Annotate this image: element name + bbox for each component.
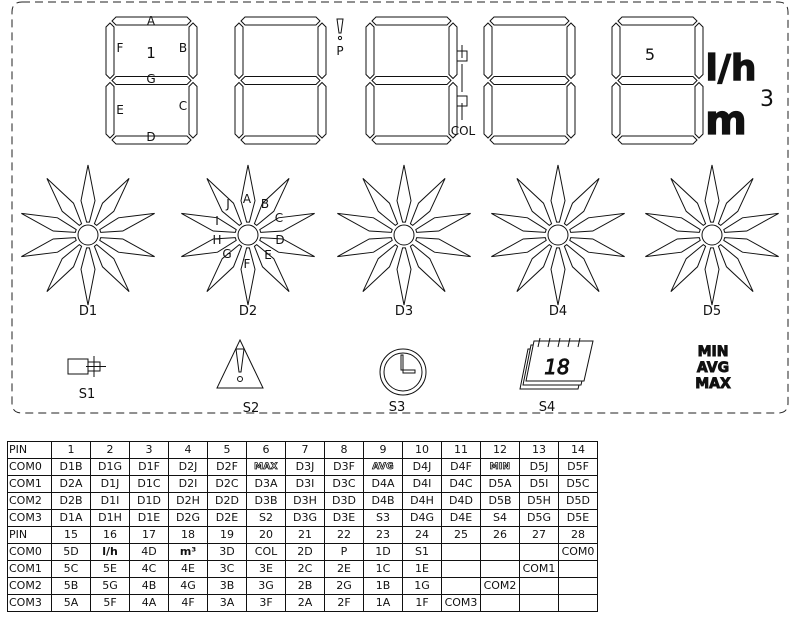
digit-4-segment-b — [567, 23, 575, 79]
flower-d4-petal-b — [564, 178, 599, 225]
flower-d2 — [181, 165, 314, 305]
unit-volume-exponent: 3 — [760, 87, 774, 112]
pin-table-cell: 28 — [559, 527, 598, 544]
flower-d1-center — [78, 225, 98, 245]
pin-table-cell: 1F — [403, 595, 442, 612]
pin-table-cell: 13 — [520, 442, 559, 459]
pin-table-cell: 3C — [208, 561, 247, 578]
pin-table-cell: D5G — [520, 510, 559, 527]
digit-5-segment-a — [618, 17, 697, 25]
pin-table-cell: D4H — [403, 493, 442, 510]
pin-table-cell: 2A — [286, 595, 325, 612]
digit-3-segment-f — [366, 23, 374, 79]
avg-indicator: AVG — [696, 360, 730, 376]
pin-table-cell: D1C — [130, 476, 169, 493]
pin-table-cell — [481, 544, 520, 561]
p-indicator-mark — [337, 19, 343, 33]
pin-table-cell — [481, 595, 520, 612]
pin-table-cell: D2B — [52, 493, 91, 510]
petal-label-h: H — [212, 233, 222, 247]
pin-com-row — [8, 578, 598, 595]
pin-table-cell — [520, 595, 559, 612]
pin-table-cell: 2F — [325, 595, 364, 612]
pin-table-cell: D4A — [364, 476, 403, 493]
pin-table-cell: 3E — [247, 561, 286, 578]
flower-d1-petal-b — [94, 178, 129, 225]
pin-table-cell: 3 — [130, 442, 169, 459]
pin-table-cell: D4C — [442, 476, 481, 493]
pin-table-cell: 10 — [403, 442, 442, 459]
unit-flow-lh: l/h — [705, 48, 757, 89]
pin-table-cell: 4C — [130, 561, 169, 578]
flower-d3 — [337, 165, 470, 305]
pin-table-cell: D1J — [91, 476, 130, 493]
pin-table-cell: 11 — [442, 442, 481, 459]
symbol-label-s2: S2 — [242, 401, 260, 416]
pin-table-cell: D3E — [325, 510, 364, 527]
pin-table-cell: D3H — [286, 493, 325, 510]
pin-table-cell: D3D — [325, 493, 364, 510]
flower-d4-petal-e — [564, 245, 599, 292]
pin-table-cell: 3F — [247, 595, 286, 612]
symbol-label-s3: S3 — [388, 400, 406, 415]
pin-table-cell: 2 — [91, 442, 130, 459]
flower-d2-petal-b — [254, 178, 289, 225]
pin-table-cell: D2C — [208, 476, 247, 493]
flower-d1-petal-a — [81, 165, 95, 222]
segment-label-c: C — [178, 99, 188, 113]
pin-table-cell: 5 — [208, 442, 247, 459]
digit-3-segment-e — [366, 83, 374, 139]
pin-table-cell: COM2 — [8, 578, 52, 595]
pin-table-cell: 2E — [325, 561, 364, 578]
pin-table-cell: D4F — [442, 459, 481, 476]
pin-table-cell: D1I — [91, 493, 130, 510]
pin-table-cell: D2I — [169, 476, 208, 493]
digit-1-segment-b — [189, 23, 197, 79]
flower-d5-petal-a — [705, 165, 719, 222]
flower-d3-petal-e — [410, 245, 445, 292]
pin-table-cell: COM0 — [8, 459, 52, 476]
pin-table-cell: 4D — [130, 544, 169, 561]
pin-table-cell: 2D — [286, 544, 325, 561]
digit-4-segment-d — [490, 136, 569, 144]
digit-4-segment-a — [490, 17, 569, 25]
digit-4-segment-g — [490, 77, 569, 85]
digit-2-segment-b — [318, 23, 326, 79]
pin-table-cell: 5A — [52, 595, 91, 612]
digit-5-segment-d — [618, 136, 697, 144]
pin-table-cell — [559, 595, 598, 612]
petal-label-g: G — [222, 247, 232, 261]
pin-table-cell: D3B — [247, 493, 286, 510]
pin-table-cell: 2G — [325, 578, 364, 595]
pin-table-cell: D4G — [403, 510, 442, 527]
digit-4-segment-f — [484, 23, 492, 79]
flower-d4-center — [548, 225, 568, 245]
pin-table-cell: 1E — [403, 561, 442, 578]
pin-table-cell: D3C — [325, 476, 364, 493]
digit-4-segment-c — [567, 83, 575, 139]
pin-table-cell: 12 — [481, 442, 520, 459]
petal-label-j: J — [226, 197, 230, 211]
pin-table-cell: D3A — [247, 476, 286, 493]
flower-d1 — [21, 165, 154, 305]
pin-com-row — [8, 493, 598, 510]
flower-d5-petal-b — [718, 178, 753, 225]
petal-label-e: E — [264, 248, 272, 262]
pin-table-cell: 7 — [286, 442, 325, 459]
pin-table-cell: 18 — [169, 527, 208, 544]
digit-3-segment-b — [449, 23, 457, 79]
pin-table-cell: D5D — [559, 493, 598, 510]
col-indicator-label: COL — [450, 124, 476, 138]
flower-d5-petal-g — [671, 245, 706, 292]
flower-d5-petal-f — [705, 248, 719, 305]
pin-table-cell: 4B — [130, 578, 169, 595]
clock-icon — [380, 349, 426, 395]
pin-table-cell: D5F — [559, 459, 598, 476]
max-indicator: MAX — [695, 376, 731, 392]
pin-table-cell: COL — [247, 544, 286, 561]
min-indicator: MIN — [697, 344, 729, 360]
pin-table-cell: COM1 — [8, 476, 52, 493]
pin-table-cell: 4A — [130, 595, 169, 612]
pin-table-cell: 24 — [403, 527, 442, 544]
flower-d5-petal-e — [718, 245, 753, 292]
pin-table-cell: 19 — [208, 527, 247, 544]
digit-4-segment-e — [484, 83, 492, 139]
pin-table-cell: 5D — [52, 544, 91, 561]
pin-table-cell: 14 — [559, 442, 598, 459]
pin-com-row — [8, 459, 598, 476]
pin-table-cell — [559, 561, 598, 578]
pin-com-row — [8, 561, 598, 578]
warning-icon — [217, 340, 263, 388]
pin-table-cell: MIN — [481, 459, 520, 476]
pin-table-cell: COM2 — [481, 578, 520, 595]
pin-table-cell: COM1 — [8, 561, 52, 578]
unit-volume-m: m — [705, 98, 747, 144]
flower-d5-petal-j — [671, 178, 706, 225]
pin-table-cell: 5C — [52, 561, 91, 578]
flower-d1-petal-j — [47, 178, 82, 225]
pin-table-cell: D1H — [91, 510, 130, 527]
pin-table-cell: 5E — [91, 561, 130, 578]
digit-3-segment-d — [372, 136, 451, 144]
flower-d3-petal-b — [410, 178, 445, 225]
digit-5 — [612, 17, 703, 144]
pin-table-cell: 2B — [286, 578, 325, 595]
pin-table-cell: 27 — [520, 527, 559, 544]
pin-table-cell: D5E — [559, 510, 598, 527]
pin-table-cell: D1B — [52, 459, 91, 476]
petal-label-c: C — [274, 211, 284, 225]
pin-table-cell — [520, 578, 559, 595]
flower-d3-petal-g — [363, 245, 398, 292]
pin-table-cell: 1G — [403, 578, 442, 595]
pin-table-cell — [442, 544, 481, 561]
pin-table-cell: D5J — [520, 459, 559, 476]
pin-table-cell: D4J — [403, 459, 442, 476]
petal-label-f: F — [243, 257, 251, 271]
pin-table-cell: S2 — [247, 510, 286, 527]
pin-table-cell: m³ — [169, 544, 208, 561]
pin-table-cell: COM3 — [8, 595, 52, 612]
digit-number-5: 5 — [644, 45, 656, 64]
pin-table-cell: 1B — [364, 578, 403, 595]
flower-label-d4: D4 — [548, 304, 568, 319]
pin-table-cell: P — [325, 544, 364, 561]
pin-table-cell: 1D — [364, 544, 403, 561]
pin-table-cell: 20 — [247, 527, 286, 544]
pin-table-cell: 1 — [52, 442, 91, 459]
pin-table — [7, 441, 598, 612]
pin-table-cell: 5B — [52, 578, 91, 595]
pin-com-row — [8, 544, 598, 561]
pin-com-row — [8, 476, 598, 493]
pin-table-cell: 9 — [364, 442, 403, 459]
pin-table-cell: 3A — [208, 595, 247, 612]
pin-table-cell: D3J — [286, 459, 325, 476]
pin-table-cell: D1D — [130, 493, 169, 510]
pin-table-cell: PIN — [8, 527, 52, 544]
pin-table-cell: 5G — [91, 578, 130, 595]
petal-label-i: I — [215, 214, 219, 228]
pin-table-cell: 22 — [325, 527, 364, 544]
digit-3 — [366, 17, 457, 144]
pin-table-cell: AVG — [364, 459, 403, 476]
pin-table-cell: D2G — [169, 510, 208, 527]
pin-table-cell: 4 — [169, 442, 208, 459]
pin-header-row — [8, 527, 598, 544]
flower-d1-petal-f — [81, 248, 95, 305]
pin-table-cell — [442, 578, 481, 595]
pin-table-cell: 3G — [247, 578, 286, 595]
pin-table-cell: 2C — [286, 561, 325, 578]
pin-table-cell: 23 — [364, 527, 403, 544]
digit-2-segment-e — [235, 83, 243, 139]
calendar-day-number: 18 — [544, 355, 570, 379]
digit-5-segment-e — [612, 83, 620, 139]
segment-label-g: G — [146, 72, 156, 86]
pin-table-cell: D1G — [91, 459, 130, 476]
digit-2-segment-d — [241, 136, 320, 144]
pin-table-cell: D5I — [520, 476, 559, 493]
digit-5-segment-c — [695, 83, 703, 139]
pin-table-cell: D5C — [559, 476, 598, 493]
pin-table-cell — [481, 561, 520, 578]
digit-1-segment-f — [106, 23, 114, 79]
digit-2-segment-f — [235, 23, 243, 79]
pin-table-cell: D3I — [286, 476, 325, 493]
segment-label-a: A — [146, 14, 156, 28]
pin-table-cell: 25 — [442, 527, 481, 544]
flower-d3-petal-a — [397, 165, 411, 222]
pin-table-cell — [520, 544, 559, 561]
flower-label-d5: D5 — [702, 304, 722, 319]
pin-table-cell: D1F — [130, 459, 169, 476]
digit-2 — [235, 17, 326, 144]
pin-table-cell: S1 — [403, 544, 442, 561]
pin-table-cell — [559, 578, 598, 595]
pin-table-cell: COM3 — [442, 595, 481, 612]
flower-label-d2: D2 — [238, 304, 258, 319]
pin-table-cell: 8 — [325, 442, 364, 459]
pin-table-cell: 4F — [169, 595, 208, 612]
petal-label-d: D — [275, 233, 285, 247]
pin-table-cell: 3D — [208, 544, 247, 561]
pin-table-cell: D2A — [52, 476, 91, 493]
pin-com-row — [8, 595, 598, 612]
flower-d3-center — [394, 225, 414, 245]
flower-d4-petal-f — [551, 248, 565, 305]
segment-label-b: B — [178, 41, 188, 55]
symbol-label-s1: S1 — [78, 387, 96, 402]
flower-d5 — [645, 165, 778, 305]
pin-table-cell: 1A — [364, 595, 403, 612]
flower-d2-center — [238, 225, 258, 245]
flower-d1-petal-e — [94, 245, 129, 292]
pin-table-cell: COM3 — [8, 510, 52, 527]
flower-d4-petal-g — [517, 245, 552, 292]
pin-table-cell: D4I — [403, 476, 442, 493]
pin-table-cell — [442, 561, 481, 578]
segment-label-f: F — [116, 41, 124, 55]
pin-table-cell: 6 — [247, 442, 286, 459]
pin-table-cell: 4E — [169, 561, 208, 578]
digit-number-1: 1 — [146, 44, 156, 62]
digit-5-segment-b — [695, 23, 703, 79]
digit-1-segment-e — [106, 83, 114, 139]
pin-table-cell: D5H — [520, 493, 559, 510]
pin-table-cell: D3G — [286, 510, 325, 527]
digit-4 — [484, 17, 575, 144]
flower-label-d3: D3 — [394, 304, 414, 319]
flower-d4-petal-a — [551, 165, 565, 222]
pin-table-cell: 1C — [364, 561, 403, 578]
pin-table-cell: D5B — [481, 493, 520, 510]
pin-table-cell: D4D — [442, 493, 481, 510]
pin-com-row — [8, 510, 598, 527]
flower-d5-center — [702, 225, 722, 245]
pin-table-cell: D2H — [169, 493, 208, 510]
digit-5-segment-f — [612, 23, 620, 79]
petal-label-a: A — [242, 192, 252, 206]
flower-d3-petal-f — [397, 248, 411, 305]
pin-table-cell: D2D — [208, 493, 247, 510]
pin-table-cell: 26 — [481, 527, 520, 544]
segment-label-e: E — [116, 103, 124, 117]
p-indicator-label: P — [336, 44, 344, 58]
flower-d4-petal-j — [517, 178, 552, 225]
pin-table-cell: D1A — [52, 510, 91, 527]
digit-3-segment-a — [372, 17, 451, 25]
pin-table-cell: 17 — [130, 527, 169, 544]
flower-d1-petal-g — [47, 245, 82, 292]
pin-table-cell: 5F — [91, 595, 130, 612]
digit-5-segment-g — [618, 77, 697, 85]
pin-table-cell: COM0 — [8, 544, 52, 561]
pin-table-cell: D2E — [208, 510, 247, 527]
pin-table-cell: D4E — [442, 510, 481, 527]
pin-table-cell: D1E — [130, 510, 169, 527]
pin-table-cell: S4 — [481, 510, 520, 527]
pin-table-cell: D2J — [169, 459, 208, 476]
pin-table-cell: PIN — [8, 442, 52, 459]
flower-d3-petal-j — [363, 178, 398, 225]
pin-table-cell: D4B — [364, 493, 403, 510]
pin-table-cell: S3 — [364, 510, 403, 527]
flower-label-d1: D1 — [78, 304, 98, 319]
flower-d2-petal-j — [207, 178, 242, 225]
p-indicator-dot — [338, 36, 341, 39]
battery-icon — [68, 356, 106, 377]
pin-table-cell: D2F — [208, 459, 247, 476]
pin-table-cell: 4G — [169, 578, 208, 595]
lcd-outline — [12, 2, 788, 413]
pin-table-cell: D5A — [481, 476, 520, 493]
digit-1-segment-c — [189, 83, 197, 139]
pin-table-cell: l/h — [91, 544, 130, 561]
pin-table-cell: 21 — [286, 527, 325, 544]
digit-2-segment-g — [241, 77, 320, 85]
pin-table-cell: D3F — [325, 459, 364, 476]
symbol-label-s4: S4 — [538, 400, 556, 415]
pin-table-cell: 15 — [52, 527, 91, 544]
petal-label-b: B — [260, 197, 270, 211]
pin-table-cell: MAX — [247, 459, 286, 476]
pin-table-cell: COM2 — [8, 493, 52, 510]
pin-table-cell: COM0 — [559, 544, 598, 561]
pin-table-cell: COM1 — [520, 561, 559, 578]
digit-3-segment-g — [372, 77, 451, 85]
pin-header-row — [8, 442, 598, 459]
digit-2-segment-c — [318, 83, 326, 139]
segment-label-d: D — [146, 130, 156, 144]
digit-2-segment-a — [241, 17, 320, 25]
pin-table-cell: 3B — [208, 578, 247, 595]
flower-d4 — [491, 165, 624, 305]
pin-table-cell: 16 — [91, 527, 130, 544]
